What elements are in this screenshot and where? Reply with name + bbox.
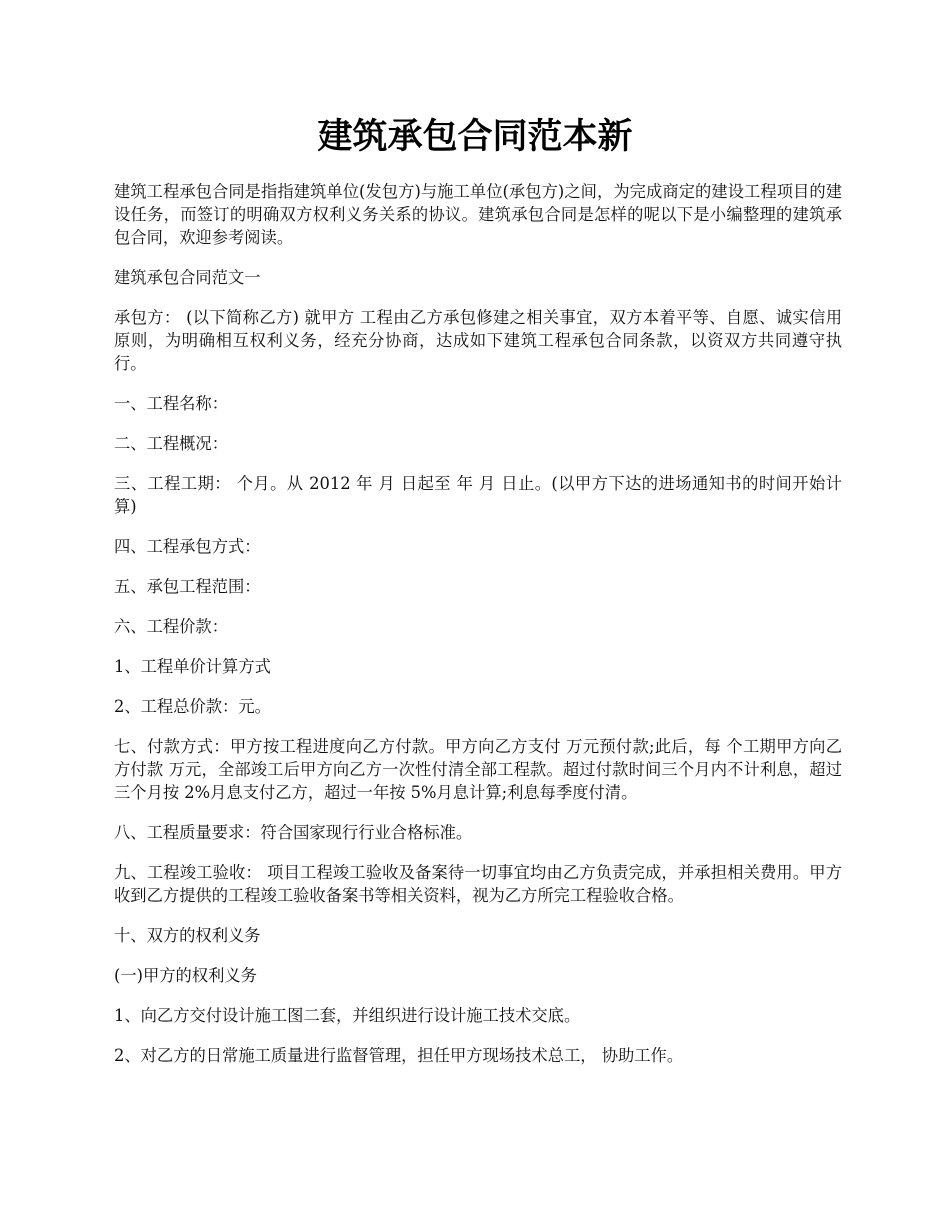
clause-quality-requirement: 八、工程质量要求：符合国家现行行业合格标准。: [114, 823, 473, 842]
clause-total-price: 2、工程总价款：元。: [114, 697, 271, 716]
clause-acceptance: 九、工程竣工验收： 项目工程竣工验收及备案待一切事宜均由乙方负责完成，并承担相关费用。甲方收到乙方提供的工程竣工验收备案书等相关资料，视为乙方所完工程验收合格。: [114, 863, 842, 905]
clause-rights-obligations: 十、双方的权利义务: [114, 926, 261, 945]
document-title: 建筑承包合同范本新: [317, 116, 633, 157]
document-body: [114, 180, 842, 1084]
clause-project-overview: 二、工程概况：: [114, 434, 228, 453]
subclause-party-a: (一)甲方的权利义务: [114, 966, 257, 985]
clause-payment-method: 七、付款方式：甲方按工程进度向乙方付款。甲方向乙方支付 万元预付款;此后，每 个工期甲方向乙方付款 万元，全部竣工后甲方向乙方一次性付清全部工程款。超过付款时间三个月内不计利息，超过三个月按 2%月息支付乙方，超过一年按 5%月息计算;利息每季度付清。: [114, 737, 842, 802]
clause-project-name: 一、工程名称：: [114, 394, 228, 413]
intro-paragraph: 建筑工程承包合同是指指建筑单位(发包方)与施工单位(承包方)之间，为完成商定的建设工程项目的建设任务，而签订的明确双方权利义务关系的协议。建筑承包合同是怎样的呢以下是小编整理的建筑承包合同，欢迎参考阅读。: [114, 182, 842, 247]
section-heading: 建筑承包合同范文一: [114, 268, 261, 287]
clause-project-duration: 三、工程工期： 个月。从 2012 年 月 日起至 年 月 日止。(以甲方下达的进场通知书的时间开始计算): [114, 474, 842, 516]
party-a-item-2: 2、对乙方的日常施工质量进行监督管理，担任甲方现场技术总工， 协助工作。: [114, 1046, 684, 1065]
clause-project-price: 六、工程价款：: [114, 617, 228, 636]
party-a-item-1: 1、向乙方交付设计施工图二套，并组织进行设计施工技术交底。: [114, 1006, 581, 1025]
clause-contract-scope: 五、承包工程范围：: [114, 577, 261, 596]
clause-unit-price: 1、工程单价计算方式: [114, 657, 271, 676]
clause-contract-method: 四、工程承包方式：: [114, 537, 261, 556]
contractor-paragraph: 承包方： (以下简称乙方) 就甲方 工程由乙方承包修建之相关事宜，双方本着平等、自愿、诚实信用原则，为明确相互权利义务，经充分协商，达成如下建筑工程承包合同条款，以资双方共同遵守执行。: [114, 308, 842, 373]
